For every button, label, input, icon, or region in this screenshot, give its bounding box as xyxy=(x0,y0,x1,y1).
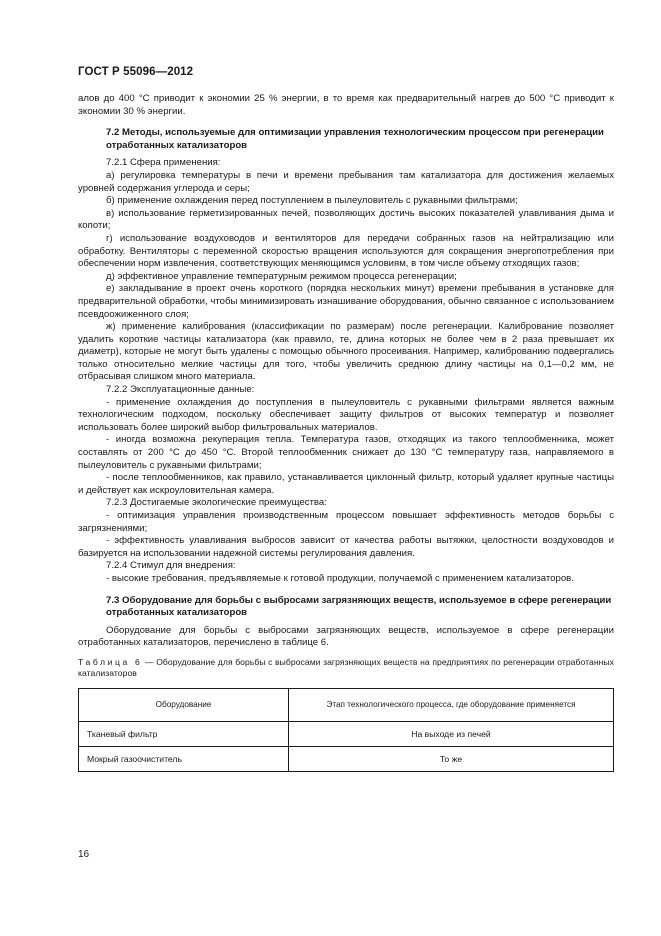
table-cell: На выходе из печей xyxy=(289,721,614,746)
document-body xyxy=(78,93,614,772)
table-caption-text: — Оборудование для борьбы с выбросами загрязняющих веществ на предприятиях по регенерации отработанных катализаторов xyxy=(78,656,614,679)
paragraph: 7.2.2 Эксплуатационные данные: xyxy=(106,384,255,396)
list-item: - высокие требования, предъявляемые к готовой продукции, получаемой с применением катализаторов. xyxy=(106,572,574,584)
paragraph: 7.2.3 Достигаемые экологические преимущества: xyxy=(106,497,327,509)
table-cell: Мокрый газоочиститель xyxy=(79,746,289,771)
section-7-2-title: 7.2 Методы, используемые для оптимизации управления технологическим процессом при регенерации отработанных катализаторов xyxy=(106,127,604,151)
page-number: 16 xyxy=(78,849,90,860)
list-item: - эффективность улавливания выбросов зависит от качества работы вытяжки, целостности воздуховодов и базируется на использовании надежной системы регулирования давления. xyxy=(78,535,614,559)
table-cell: Тканевый фильтр xyxy=(79,721,289,746)
paragraph: 7.2.4 Стимул для внедрения: xyxy=(106,560,236,572)
table-row xyxy=(79,721,614,746)
table-header-row xyxy=(79,688,614,721)
column-header-process-stage: Этап технологического процесса, где оборудование применяется xyxy=(289,688,614,721)
list-item: д) эффективное управление температурным режимом процесса регенерации; xyxy=(106,270,457,282)
list-item: б) применение охлаждения перед поступлением в пылеуловитель с рукавными фильтрами; xyxy=(106,195,518,207)
list-item: - после теплообменников, как правило, устанавливается циклонный фильтр, который удаляет крупные частицы и действует как искроуловительная камера. xyxy=(78,472,614,496)
list-item: - применение охлаждения до поступления в пылеуловитель с рукавными фильтрами является важным технологическим подходом, поскольку обеспечивает защиту фильтров от высоких температур и позволяет использовать более широкий выбор фильтровальных материалов. xyxy=(78,396,614,433)
table-row xyxy=(79,746,614,771)
section-7-3-title: 7.3 Оборудование для борьбы с выбросами загрязняющих веществ, используемое в сфере регенерации отработанных катализаторов xyxy=(106,594,612,619)
list-item: в) использование герметизированных печей, позволяющих достичь высоких показателей улавливания дыма и копоти; xyxy=(78,207,614,232)
paragraph: Оборудование для борьбы с выбросами загрязняющих веществ, используемое в сфере регенерации отработанных катализаторов, перечислено в таблице 6. xyxy=(78,624,614,649)
table-caption xyxy=(78,657,614,680)
table-cell: То же xyxy=(289,746,614,771)
list-item: - иногда возможна рекуперация тепла. Температура газов, отходящих из такого теплообменника, может составлять от 200 °С до 450 °С. Второй теплообменник снижает до 130 °С температуру газа, направляемого в пылеуловитель с рукавными фильтрами; xyxy=(78,434,614,471)
paragraph: 7.2.1 Сфера применения: xyxy=(106,157,221,169)
list-item: е) закладывание в проект очень короткого (порядка нескольких минут) времени пребывания в установке для предварительной обработки, чтобы минимизировать изнашивание оборудования, обычно связанное с использованием псевдоожиженного слоя; xyxy=(78,283,614,320)
equipment-table xyxy=(78,688,614,772)
list-item: г) использование воздуховодов и вентиляторов для передачи собранных газов на нейтрализацию или обработку. Вентиляторы с переменной скоростью вращения используются для сокращения энергопотребления при обеспечении норм извлечения, соответствующих меняющимся условиям, в том числе объему отходящих газов; xyxy=(78,232,614,270)
intro-paragraph: алов до 400 °С приводит к экономии 25 % энергии, в то время как предварительный нагрев до 500 °С приводит к экономии 30 % энергии. xyxy=(78,93,614,117)
list-item: ж) применение калибрования (классификации по размерам) после регенерации. Калибрование позволяет удалить короткие частицы катализатора (как правило, те, длина которых не более чем в 2 раза превышает их диаметр), которые не могут быть удалены с помощью обычного просеивания. Например, калиброванию подвергались только относительно мелкие частицы для того, чтобы увеличить среднюю длину частицы на 0,1—0,2 мм, не отбрасывая слишком много материала. xyxy=(78,321,614,383)
list-item: а) регулировка температуры в печи и времени пребывания там катализатора для достижения желаемых уровней содержания углерода и серы; xyxy=(78,169,614,194)
list-item: - оптимизация управления производственным процессом повышает эффективность методов борьбы с загрязнениями; xyxy=(78,510,614,534)
table-caption-label: Таблица 6 xyxy=(78,656,143,667)
document-header: ГОСТ Р 55096—2012 xyxy=(78,66,194,78)
column-header-equipment: Оборудование xyxy=(79,688,289,721)
